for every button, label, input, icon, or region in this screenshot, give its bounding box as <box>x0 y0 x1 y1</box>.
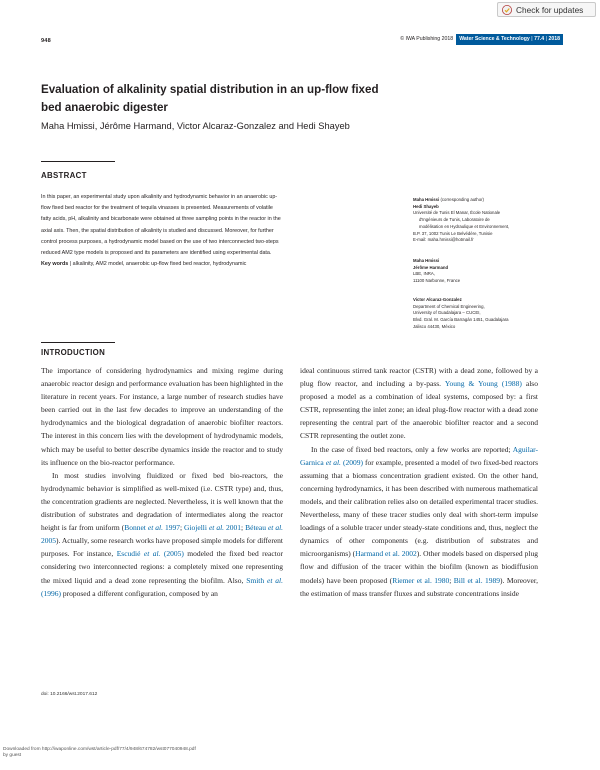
affiliation-line: LBE, INRA, <box>413 271 435 277</box>
journal-year: 2018 <box>548 36 560 42</box>
journal-header <box>323 34 563 45</box>
paragraph: ideal continuous stirred tank reactor (CSTR) with a dead zone, followed by a plug flow reactor, and including a by-pass. Young & Young (1988) also proposed a model as a combination of ideal systems, composed by: a first CSTR, representing the inlet zone; an ideal plug-flow reactor with a dead zone representing the central part of the anaerobic biofilter reactor and a second CSTR representing the outlet zone. <box>300 366 538 441</box>
article-authors: Maha Hmissi, Jérôme Harmand, Victor Alcaraz-Gonzalez and Hedi Shayeb <box>41 121 350 131</box>
header-separator: | <box>545 36 547 42</box>
page-number: 948 <box>41 38 51 44</box>
affiliation-line: 11100 Narbonne, France <box>413 278 461 284</box>
affiliation-block <box>413 297 583 331</box>
paragraph: In most studies involving fluidized or fixed bed bio-reactors, the hydrodynamic behavior is simplified as well-mixed (i.e. CSTR type) and, thus, the concentration gradients are neglected. Nevertheless, it is well known that the distribution of substrates and degradation of intermediates along the reactor height is far from uniform (Bonnet et al. 1997; Giojelli et al. 2001; Béteau et al. 2005). Actually, some research works have proposed simple models for different purposes. For instance, Escudié et al. (2005) modeled the fixed bed reactor considering two interconnected regions: a completely mixed one representing the mixed liquid and a dead zone representing the biofilm. Also, Smith et al. (1996) proposed a different configuration, composed by an <box>41 470 284 598</box>
affiliation-name: Victor Alcaraz-Gonzalez <box>413 297 462 302</box>
affiliation-line: d'Ingénieurs de Tunis, Laboratoire de <box>419 217 490 223</box>
abstract-heading: ABSTRACT <box>41 171 87 180</box>
citation-link[interactable]: Young & Young (1988) <box>444 379 522 389</box>
affiliation-name: Maha Hmissi <box>413 258 440 263</box>
affiliation-line: Jérôme Harmand <box>413 264 449 270</box>
keywords-separator: | <box>69 261 72 268</box>
abstract-line: reduced AM2 type models is proposed and its parameters are identified using experimental data. <box>41 250 272 257</box>
journal-volume: 77.4 <box>534 36 545 42</box>
affiliation-line: University of Guadalajara – CUCEI, <box>413 310 481 316</box>
keywords-line <box>41 259 391 270</box>
citation-link[interactable]: Bonnet et al. 1997 <box>124 523 180 533</box>
header-separator: | <box>531 36 533 42</box>
download-footer <box>3 747 196 760</box>
article-title: Evaluation of alkalinity spatial distribution in an up-flow fixed bed anaerobic digester <box>41 83 379 114</box>
affiliation-block <box>413 258 583 285</box>
introduction-right-column <box>300 364 538 600</box>
affiliation-line: Department of Chemical Engineering, <box>413 303 485 309</box>
journal-name: Water Science & Technology <box>459 36 530 42</box>
introduction-left-column <box>41 364 283 600</box>
introduction-heading: INTRODUCTION <box>41 348 106 357</box>
citation-link[interactable]: Bill et al. 1989 <box>453 575 501 585</box>
abstract-body <box>41 192 391 270</box>
affiliation-line: Hedi Shayeb <box>413 203 439 209</box>
affiliation-line: Jalisco 44430, México <box>413 323 456 329</box>
affiliation-email: E-mail: maha.hmissi@hotmail.fr <box>413 237 474 243</box>
abstract-rule <box>41 161 115 162</box>
citation-link[interactable]: Escudié et al. (2005) <box>116 549 184 559</box>
doi: doi: 10.2166/wst.2017.612 <box>41 692 98 697</box>
update-check-icon <box>502 5 512 15</box>
citation-link[interactable]: Giojelli et al. 2001 <box>184 523 242 533</box>
download-source-line: Downloaded from http://iwaponline.com/wst/article-pdf/77/4/948/674782/wst077040948.pdf <box>3 747 196 752</box>
check-for-updates-badge[interactable] <box>497 2 596 17</box>
affiliation-line: modélisation en Hydraulique et Environnement, <box>419 223 510 229</box>
affiliation-block <box>413 197 583 244</box>
keywords-list: alkalinity, AM2 model, anaerobic up-flow fixed bed reactor, hydrodynamic <box>72 261 247 268</box>
abstract-line: control process purposes, a hydrodynamic model based on the use of two interconnected two-steps <box>41 238 279 245</box>
citation-link[interactable]: Aguilar-Garnica et al. (2009) <box>300 444 538 467</box>
affiliation-name: Maha Hmissi <box>413 197 440 202</box>
check-for-updates-label: Check for updates <box>516 5 584 15</box>
affiliation-line: Université de Tunis El Manar, École Nationale <box>413 210 501 216</box>
abstract-line: fatty acids, pH, alkalinity and bicarbonate were obtained at three sampling points in the reactor in the <box>41 216 281 223</box>
citation-link[interactable]: Harmand et al. 2002 <box>355 549 417 559</box>
citation-link[interactable]: Béteau et al. 2005 <box>41 523 284 546</box>
affiliation-note: (corresponding author) <box>439 197 484 202</box>
journal-banner <box>456 34 563 45</box>
paragraph: In the case of fixed bed reactors, only a few works are reported; Aguilar-Garnica et al. (2009) for example, presented a model of two fixed-bed reactors assuming that a biomass concentration gradient existed. On the other hand, concerning hydrodynamics, it has been described with numerous mathematical models, and their calibration relies also on detailed experimental tracer studies. Nevertheless, many of these tracer studies only deal with short-term impulse loadings of a soluble tracer under steady-state conditions and, thus, neglect the dynamics of other components (e.g. distribution of substrates and microorganisms) (Harmand et al. 2002). Other models based on dispersed plug flow and diffusion of the tracer within the biofilm (known as biodiffusion models) have been proposed (Riemer et al. 1980; Bill et al. 1989). Moreover, the estimation of mass transfer fluxes and substrate concentrations inside <box>300 444 539 598</box>
citation-link[interactable]: Smith et al. (1996) <box>41 575 284 598</box>
citation-link[interactable]: Riemer et al. 1980 <box>392 575 450 585</box>
keywords-label: Key words <box>41 261 69 268</box>
abstract-line: flow fixed bed reactor for the treatment of tequila vinasses is presented. Measurements of volatile <box>41 205 273 212</box>
download-user-line: by guest <box>3 753 22 759</box>
abstract-line: axial axis. Then, the spatial distribution of alkalinity is studied and discussed. Moreover, for further <box>41 227 274 234</box>
publisher-copyright: © IWA Publishing 2018 <box>400 36 454 42</box>
introduction-rule <box>41 342 115 343</box>
abstract-line: In this paper, an experimental study upon alkalinity and hydrodynamic behavior in an anaerobic up- <box>41 194 278 200</box>
affiliation-line: Blvd. Gral. M. García Barragán 1451, Guadalajara <box>413 317 509 323</box>
paragraph: The importance of considering hydrodynamics and mixing regime during anaerobic reactor design and performance evaluation has been highlighted in the literature in recent years. For instance, a large number of research studies have been carried out in the last few decades to improve an understanding of the hydrodynamics and the biological degradation of anaerobic biofilter reactors. The interest in this concern lies with the development of hydrodynamic models, which may be useful to better describe dynamics inside the reactor and to study its influence on the bio-reactor performance. <box>41 366 283 467</box>
affiliation-line: B.P. 37, 1002 Tunis Le Belvédère, Tunisie <box>413 230 493 236</box>
